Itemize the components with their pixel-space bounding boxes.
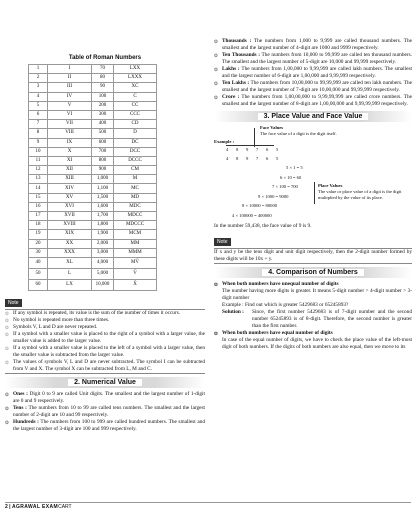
table-cell: 4 [29, 92, 48, 101]
table-cell: 19 [29, 230, 48, 239]
table-row [29, 239, 157, 248]
table-cell: XX [48, 239, 92, 248]
solution-label: Solution : [222, 309, 244, 315]
table-cell: 200 [92, 101, 114, 110]
page-number: 2 [5, 504, 8, 510]
section-heading-place-value: 3. Place Value and Face Value [214, 111, 412, 122]
place-value-step: 6 × 10 = 60 [280, 174, 302, 180]
table-cell: 8 [29, 129, 48, 138]
definition-text: The numbers from 10,000 to 99,999 are called ten thousand numbers. The smallest and the largest number of 5-digit are 10,000 and 99,999 respectively. [222, 52, 412, 65]
case1-text: The number having more digits is greater. It means 5-digit number > 4-digit number > 3-digit number [222, 288, 412, 301]
table-cell: VII [48, 120, 92, 129]
definition-term: Tens : [13, 404, 27, 411]
table-cell: 3,000 [92, 248, 114, 257]
digit: 4 [226, 156, 229, 161]
table-cell: 900 [92, 166, 114, 175]
definition-text: The numbers from 1,00,000 to 9,99,999 are called lakh numbers. The smallest and the largest number of 6-digit are 1,00,000 and 9,99,999 respectively. [222, 66, 412, 79]
table-row [29, 83, 157, 92]
table-cell: MCM [114, 230, 157, 239]
example-label: Example : [214, 139, 235, 144]
table-cell: CC [114, 101, 157, 110]
table-cell: MDC [114, 202, 157, 211]
place-value-step: 8 × 10000 = 80000 [242, 203, 278, 208]
table-cell: 3 [29, 83, 48, 92]
table-cell: XL [48, 257, 92, 268]
table-cell: 17 [29, 212, 48, 221]
table-cell: XVI [48, 202, 92, 211]
table-cell: 9 [29, 138, 48, 147]
table-cell: XIX [48, 230, 92, 239]
table-cell: 800 [92, 156, 114, 165]
table-cell: LXX [114, 65, 157, 74]
place-value-step: 9 × 1000 = 9000 [258, 193, 289, 199]
definition-term: Lakhs : [222, 66, 240, 72]
note-item: ❂ If any symbol is repeated, its value is the sum of the number of times it occurs. [5, 310, 205, 317]
place-value-step: 7 × 100 = 700 [272, 184, 298, 189]
table-cell: II [48, 74, 92, 83]
brand-name: AGRAWAL EXAM [11, 504, 59, 510]
left-column [5, 38, 205, 433]
table-cell: 100 [92, 92, 114, 101]
table-cell: IV [48, 92, 92, 101]
table-cell: DCCC [114, 156, 157, 165]
table-cell: X [48, 147, 92, 156]
solution-text: Since, the first number 5429683 is of 7-digit number and the second number 65245893 is of 8-digit. Therefore, the second number is greater than the first number. [252, 309, 412, 329]
table-cell: CD [114, 120, 157, 129]
note-item: ❂ If a symbol with a smaller value is placed to the right of a symbol with a larger value, the smaller value is added to the larger value. [5, 331, 205, 345]
digit: 8 [236, 156, 239, 161]
definition-text: The numbers from 10 to 99 are called tens numbers. The smallest and the largest number of 2-digit are 10 and 99 respectively. [13, 404, 206, 418]
table-cell: 5,000 [92, 268, 114, 279]
footer-separator: | [9, 504, 11, 510]
bracket-line [314, 182, 315, 204]
table-cell: L [48, 268, 92, 279]
face-value-line: In the number 59,438, the face value of 9 is 9. [214, 223, 312, 229]
table-cell: 90 [92, 83, 114, 92]
table-cell: 10,000 [92, 279, 114, 290]
definition-text: The numbers from 1,000 to 9,999 are called thousand numbers. The smallest and the largest number of 4-digit are 1000 and 9999 respectively. [222, 38, 412, 51]
table-cell: 11 [29, 156, 48, 165]
table-row [29, 74, 157, 83]
solution-block [214, 309, 412, 330]
definition-item [214, 66, 412, 80]
table-cell: VIII [48, 129, 92, 138]
table-cell: IX [48, 138, 92, 147]
table-cell: 50 [29, 268, 48, 279]
roman-table-title: Table of Roman Numbers [68, 55, 142, 61]
case2-heading: ❂ When both numbers have equal number of digits [214, 330, 412, 337]
digit: 9 [246, 147, 249, 152]
definition-term: Thousands : [222, 38, 252, 44]
digit: 7 [256, 147, 259, 152]
table-cell: 12 [29, 166, 48, 175]
digit: 6 [266, 147, 269, 152]
table-cell: 1,700 [92, 212, 114, 221]
place-value-step: 4 × 100000 = 400000 [232, 212, 272, 218]
place-value-step: 5 × 1 = 5 [286, 165, 303, 170]
table-cell: CCC [114, 110, 157, 119]
table-cell: 1,500 [92, 193, 114, 202]
table-cell: I [48, 65, 92, 74]
table-row [29, 257, 157, 268]
table-cell: V [48, 101, 92, 110]
table-cell: DCC [114, 147, 157, 156]
table-cell: XII [48, 166, 92, 175]
table-cell: 20 [29, 239, 48, 248]
definition-item [214, 52, 412, 66]
case2-text: In case of the equal number of digits, we have to check the place value of the left-most digit of both numbers. If the digits of both numbers are also equal, then we move to its [222, 337, 412, 350]
table-cell: MV̄ [114, 257, 157, 268]
table-cell: CM [114, 166, 157, 175]
table-cell: 18 [29, 221, 48, 230]
table-cell: 2 [29, 74, 48, 83]
place-values-description: The value or place value of a digit is the digit multiplied by the value of its place. [318, 189, 402, 200]
table-cell: M [114, 175, 157, 184]
table-cell: 13 [29, 175, 48, 184]
definition-term: Hundreds : [13, 418, 39, 425]
definition-item [214, 38, 412, 52]
place-values-label: Place Values [318, 183, 343, 188]
digit: 8 [236, 147, 239, 152]
definition-item [5, 419, 205, 433]
digit: 5 [276, 156, 279, 161]
note-label: Note [214, 238, 231, 246]
note-item: ❂ The values of symbols V, L and D are never subtracted. The symbol I can be subtracted from V and X. The symbol X can be subtracted from L, M and C. [5, 359, 205, 373]
table-cell: 16 [29, 202, 48, 211]
table-cell: XVII [48, 212, 92, 221]
example-text: Example : Find out which is greater 5429683 or 65245893? [222, 302, 349, 308]
table-cell: 40 [29, 257, 48, 268]
table-cell: VI [48, 110, 92, 119]
place-names-list [214, 38, 412, 108]
table-row [29, 147, 157, 156]
table-row [29, 212, 157, 221]
table-cell: 80 [92, 74, 114, 83]
definition-term: Crore : [222, 94, 240, 100]
table-cell: 2,000 [92, 239, 114, 248]
table-row [29, 138, 157, 147]
note-label: Note [5, 299, 22, 307]
face-values-label: Face Values [260, 125, 284, 130]
table-cell: MD [114, 193, 157, 202]
section-heading-numerical-value: 2. Numerical Value [5, 377, 205, 388]
table-cell: 5 [29, 101, 48, 110]
table-cell: 1,100 [92, 184, 114, 193]
table-cell: 7 [29, 120, 48, 129]
table-cell: 1,600 [92, 202, 114, 211]
table-cell: XXX [48, 248, 92, 257]
table-cell: C [114, 92, 157, 101]
table-cell: XIII [48, 175, 92, 184]
table-cell: MMM [114, 248, 157, 257]
table-cell: 700 [92, 147, 114, 156]
table-cell: 14 [29, 184, 48, 193]
roman-numbers-table [28, 64, 157, 291]
definition-item [214, 80, 412, 94]
note-text: If x and y be the tens digit and unit digit respectively, then the 2-digit number formed by these digits will be 10x + y. [214, 249, 412, 262]
definition-item [5, 405, 205, 419]
table-cell: 60 [29, 279, 48, 290]
table-cell: 300 [92, 110, 114, 119]
table-cell: 4,000 [92, 257, 114, 268]
definition-term: Ones : [13, 390, 28, 397]
table-cell: 70 [92, 65, 114, 74]
definition-text: The numbers from 1,00,00,000 to 9,99,99,999 are called crore numbers. The smallest and the largest number of 8-digit are 1,00,00,000 and 9,99,99,999 respectively. [222, 94, 412, 107]
note-item: ❂ No symbol is repeated more than three times. [5, 317, 205, 324]
table-row [29, 193, 157, 202]
table-cell: 1,900 [92, 230, 114, 239]
definition-term: Ten Lakhs : [222, 80, 250, 86]
table-row [29, 92, 157, 101]
right-column [214, 38, 412, 351]
brand-name-suffix: CART [58, 504, 72, 510]
table-cell: III [48, 83, 92, 92]
table-row [29, 101, 157, 110]
note-box [5, 309, 205, 374]
table-cell: 500 [92, 129, 114, 138]
table-row [29, 110, 157, 119]
table-cell: XV [48, 193, 92, 202]
case1-heading: ❂ When both numbers have unequal number of digits [214, 281, 412, 288]
table-cell: LX [48, 279, 92, 290]
digit: 6 [266, 156, 269, 161]
section-heading-comparison: 4. Comparison of Numbers [214, 267, 412, 278]
table-cell: DC [114, 138, 157, 147]
table-cell: 600 [92, 138, 114, 147]
table-cell: XC [114, 83, 157, 92]
table-cell: MC [114, 184, 157, 193]
note-item: ❂ If a symbol with a smaller value is placed to the left of a symbol with a larger value, then the smaller value is subtracted from the larger value. [5, 345, 205, 359]
table-cell: XVIII [48, 221, 92, 230]
table-row [29, 248, 157, 257]
table-row [29, 184, 157, 193]
table-cell: LXXX [114, 74, 157, 83]
table-cell: MDCCC [114, 221, 157, 230]
table-cell: 6 [29, 110, 48, 119]
table-cell: 1,000 [92, 175, 114, 184]
definition-item [5, 391, 205, 405]
definition-text: The numbers from 100 to 999 are called hundred numbers. The smallest and the largest number of 3-digit are 100 and 999 respectively. [13, 418, 205, 432]
table-row [29, 279, 157, 290]
table-row [29, 129, 157, 138]
table-row [29, 230, 157, 239]
table-cell: 15 [29, 193, 48, 202]
numerical-value-list [5, 391, 205, 433]
table-cell: 1,800 [92, 221, 114, 230]
table-cell: XI [48, 156, 92, 165]
digit: 4 [226, 147, 229, 152]
table-cell: 10 [29, 147, 48, 156]
digit: 7 [256, 156, 259, 161]
page-footer [5, 502, 411, 512]
table-cell: MM [114, 239, 157, 248]
table-row [29, 175, 157, 184]
definition-text: Digit 0 to 9 are called Unit digits. The smallest and the largest number of 1-digit are 0 and 9 respectively. [13, 390, 206, 404]
table-row [29, 268, 157, 279]
table-row [29, 202, 157, 211]
digit: 5 [276, 147, 279, 152]
place-value-diagram [214, 125, 412, 223]
definition-term: Ten Thousands : [222, 52, 260, 58]
table-cell: X̄ [114, 279, 157, 290]
table-cell: MDCC [114, 212, 157, 221]
definition-item [214, 94, 412, 108]
table-cell: 400 [92, 120, 114, 129]
table-cell: V̄ [114, 268, 157, 279]
table-row [29, 166, 157, 175]
note-item: ❂ Symbols V, L and D are never repeated. [5, 324, 205, 331]
table-row [29, 120, 157, 129]
definition-text: The numbers from 10,00,000 to 99,99,999 are called ten lakh numbers. The smallest and the largest number of 7-digit are 10,00,000 and 99,99,999 respectively. [222, 80, 413, 93]
table-row [29, 65, 157, 74]
table-cell: D [114, 129, 157, 138]
table-cell: 1 [29, 65, 48, 74]
table-cell: XIV [48, 184, 92, 193]
digit: 9 [246, 156, 249, 161]
table-cell: 30 [29, 248, 48, 257]
bracket-line [226, 145, 274, 146]
table-row [29, 221, 157, 230]
face-values-description: The face value of a digit is the digit itself. [260, 131, 337, 136]
table-row [29, 156, 157, 165]
